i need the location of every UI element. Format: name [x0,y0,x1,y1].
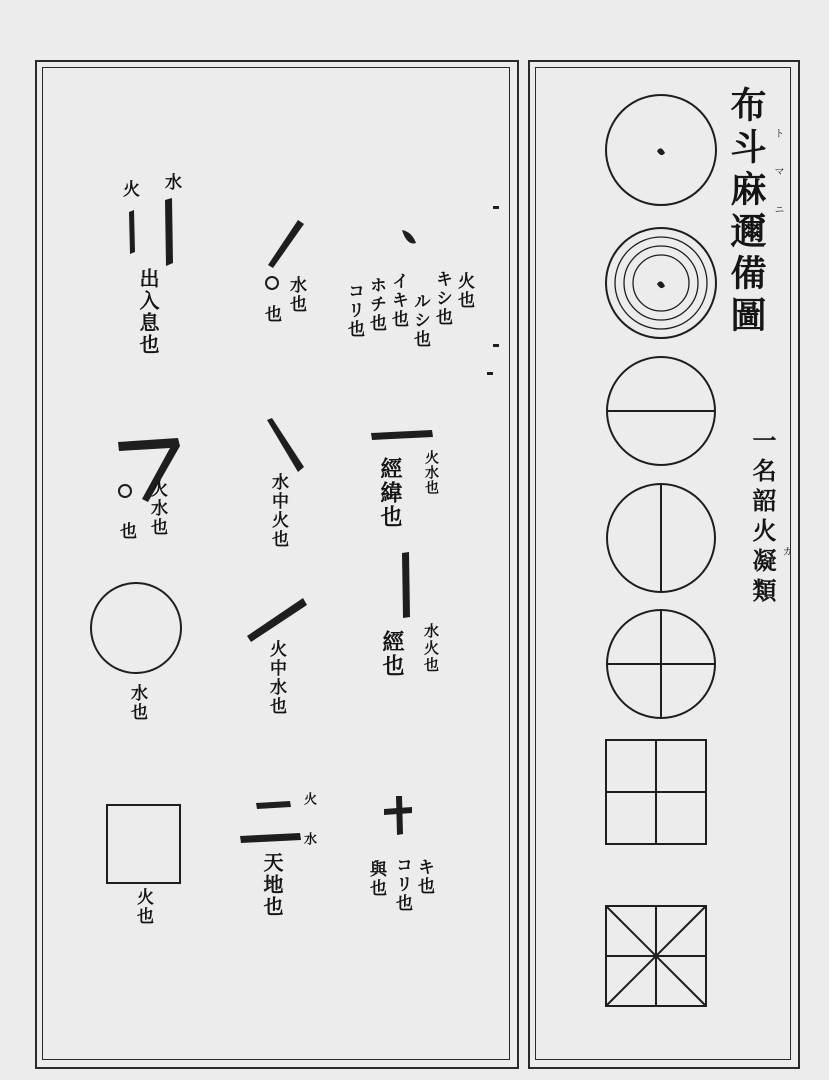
circle-vertical-line [607,484,715,592]
square-star [606,906,706,1006]
square-cross [606,740,706,844]
label-text: 水也 [127,684,147,722]
title: 布斗麻邇備圖 [725,86,767,338]
diagonal-stroke-reverse [267,418,304,472]
vertical-stroke [402,552,410,618]
label-text: 水也 [286,276,306,314]
binding-mark [493,344,499,347]
center-dot [657,148,665,155]
label-text: 經也 [379,630,405,678]
circle-horizontal-line [607,357,715,465]
label-text: 火也 [454,272,474,310]
small-circle [119,485,131,497]
label-text: イキ也 [388,272,408,329]
label-text: キシ也 [432,270,452,327]
binding-mark [487,372,493,375]
label-text: 火中水也 [266,640,286,716]
label-text: ルシ也 [410,292,430,349]
label-text: 火水也 [423,450,439,495]
label-fire: 火 [301,792,316,807]
subtitle-ruby: カ [780,546,791,556]
label-water: 水 [301,832,316,847]
label-text: 水中火也 [268,473,288,549]
label-text: 火也 [133,888,153,926]
horizontal-stroke [371,430,433,440]
small-circle [266,277,278,289]
label-text: コリ也 [392,856,412,913]
label-text: 水火也 [422,623,440,674]
concentric-circles [606,228,716,338]
label-text: コリ也 [344,282,364,339]
label-water: 水 [161,173,181,192]
subtitle: 一名韶火凝類 [748,428,777,608]
square [107,805,180,883]
label-fire: 火 [119,180,139,199]
diagonal-stroke [268,220,304,268]
label-text: ホチ也 [366,276,386,333]
label-text: 天地也 [260,852,284,918]
vertical-stroke-left [129,210,135,254]
circle-cross [607,610,715,718]
cross-stroke [384,796,412,835]
label-text: 也 [116,522,136,541]
label-text: 與也 [366,860,386,898]
label-text: 火水也 [147,480,167,537]
short-horizontal-stroke [256,801,291,809]
large-circle [91,583,181,673]
diagonal-stroke-up [247,598,307,642]
label-text: 經緯也 [377,457,403,529]
label-text: キ也 [414,858,434,896]
label-text: 出入息也 [136,268,160,356]
teardrop-mark [402,230,416,243]
long-horizontal-stroke [240,833,301,843]
title-ruby: トマニ [772,128,783,242]
label-text: 也 [261,305,281,324]
vertical-stroke-right [165,198,173,266]
binding-mark [493,206,499,209]
